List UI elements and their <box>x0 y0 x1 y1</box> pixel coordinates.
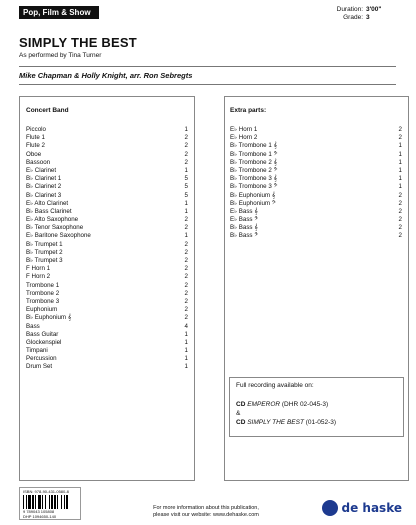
part-quantity: 2 <box>184 216 188 224</box>
part-row <box>230 200 402 208</box>
part-quantity: 5 <box>184 183 188 191</box>
part-quantity: 2 <box>398 232 402 240</box>
part-name: E♭ Horn 2 <box>230 134 258 142</box>
part-quantity: 1 <box>398 158 402 166</box>
part-quantity: 1 <box>184 199 188 207</box>
recording-line-2 <box>236 419 336 426</box>
part-row <box>26 183 188 191</box>
part-row <box>26 314 188 322</box>
concert-band-heading: Concert Band <box>26 107 69 114</box>
part-row <box>26 265 188 273</box>
part-name: F Horn 2 <box>26 273 51 281</box>
part-row <box>26 331 188 339</box>
part-row <box>26 355 188 363</box>
part-quantity: 2 <box>184 265 188 273</box>
divider <box>19 84 396 85</box>
duration-value: 3'00" <box>366 6 382 13</box>
part-name: B♭ Bass Clarinet <box>26 207 72 215</box>
part-row <box>26 208 188 216</box>
part-row <box>230 192 402 200</box>
grade-label: Grade: <box>343 14 363 21</box>
part-name: B♭ Trombone 1 𝄢 <box>230 150 278 158</box>
part-name: B♭ Trumpet 2 <box>26 248 63 256</box>
part-name: B♭ Trombone 2 𝄞 <box>230 158 278 166</box>
part-name: Flute 2 <box>26 142 45 150</box>
part-row <box>26 134 188 142</box>
footer-info <box>126 505 286 519</box>
part-quantity: 1 <box>184 363 188 371</box>
part-name: B♭ Euphonium 𝄞 <box>230 191 276 199</box>
recording-line-1 <box>236 401 328 408</box>
album-code: (01-052-3) <box>305 419 337 426</box>
part-name: B♭ Tenor Saxophone <box>26 224 84 232</box>
part-row <box>26 273 188 281</box>
part-row <box>26 192 188 200</box>
part-row <box>230 126 402 134</box>
footer-line-2: please visit our website: www.dehaske.com <box>153 512 259 518</box>
part-row <box>26 159 188 167</box>
part-row <box>26 232 188 240</box>
part-quantity: 2 <box>184 142 188 150</box>
part-name: Flute 1 <box>26 134 45 142</box>
grade-value: 3 <box>366 14 370 21</box>
part-row <box>230 167 402 175</box>
category-tab: Pop, Film & Show <box>19 6 99 19</box>
duration-grade-block <box>337 6 386 22</box>
part-row <box>26 282 188 290</box>
part-quantity: 2 <box>398 199 402 207</box>
part-name: B♭ Euphonium 𝄢 <box>230 199 276 207</box>
part-quantity: 2 <box>184 289 188 297</box>
part-quantity: 1 <box>398 183 402 191</box>
part-name: B♭ Trombone 1 𝄞 <box>230 142 278 150</box>
cd-label: CD <box>236 419 246 426</box>
part-row <box>230 175 402 183</box>
part-name: B♭ Trumpet 1 <box>26 240 63 248</box>
part-row <box>26 347 188 355</box>
part-quantity: 1 <box>184 126 188 133</box>
part-name: E♭ Bass 𝄢 <box>230 216 259 224</box>
part-name: B♭ Bass 𝄞 <box>230 224 258 232</box>
part-name: Percussion <box>26 355 57 363</box>
part-quantity: 1 <box>184 207 188 215</box>
part-name: Glockenspiel <box>26 338 62 346</box>
recording-ampersand: & <box>236 410 241 417</box>
part-name: Trombone 1 <box>26 281 60 289</box>
part-name: E♭ Bass 𝄞 <box>230 207 258 215</box>
part-row <box>230 183 402 191</box>
part-quantity: 2 <box>184 297 188 305</box>
concert-band-list <box>26 126 188 372</box>
part-quantity: 1 <box>184 166 188 174</box>
part-row <box>230 208 402 216</box>
part-name: E♭ Alto Clarinet <box>26 199 69 207</box>
part-quantity: 1 <box>184 338 188 346</box>
part-row <box>230 142 402 150</box>
part-name: Bass <box>26 322 40 330</box>
duration-label: Duration: <box>336 6 363 13</box>
part-name: E♭ Horn 1 <box>230 126 258 133</box>
extra-parts-list <box>230 126 402 241</box>
part-row <box>26 216 188 224</box>
album-title: EMPEROR <box>247 401 281 408</box>
part-quantity: 2 <box>184 273 188 281</box>
part-row <box>26 142 188 150</box>
part-row <box>230 232 402 240</box>
part-row <box>230 151 402 159</box>
part-name: F Horn 1 <box>26 265 51 273</box>
part-row <box>26 167 188 175</box>
part-quantity: 1 <box>398 150 402 158</box>
barcode-number: 9 789043 105808 <box>23 509 55 514</box>
part-row <box>230 159 402 167</box>
extra-parts-heading: Extra parts: <box>230 107 267 114</box>
part-name: Trombone 3 <box>26 297 60 305</box>
part-row <box>26 257 188 265</box>
page-title: SIMPLY THE BEST <box>19 35 137 50</box>
part-name: Timpani <box>26 347 48 355</box>
divider <box>19 66 396 67</box>
part-quantity: 5 <box>184 191 188 199</box>
part-quantity: 4 <box>184 322 188 330</box>
part-quantity: 1 <box>184 330 188 338</box>
part-name: B♭ Trombone 3 𝄢 <box>230 183 278 191</box>
part-name: B♭ Trombone 3 𝄞 <box>230 175 278 183</box>
part-row <box>26 200 188 208</box>
page-subtitle: As performed by Tina Turner <box>19 52 102 59</box>
part-row <box>26 363 188 371</box>
part-name: Bassoon <box>26 158 51 166</box>
part-quantity: 2 <box>398 216 402 224</box>
part-name: B♭ Clarinet 2 <box>26 183 62 191</box>
part-row <box>26 224 188 232</box>
part-quantity: 2 <box>184 306 188 314</box>
part-name: Euphonium <box>26 306 58 314</box>
footer-line-1: For more information about this publication, <box>153 505 259 511</box>
part-quantity: 2 <box>398 126 402 133</box>
part-quantity: 2 <box>184 314 188 322</box>
part-name: Piccolo <box>26 126 46 133</box>
cd-label: CD <box>236 401 246 408</box>
part-name: B♭ Clarinet 1 <box>26 175 62 183</box>
part-row <box>230 224 402 232</box>
part-quantity: 2 <box>184 257 188 264</box>
part-row <box>26 241 188 249</box>
part-row <box>26 298 188 306</box>
part-quantity: 2 <box>398 134 402 142</box>
logo-mark-icon <box>322 500 338 516</box>
album-title: SIMPLY THE BEST <box>247 419 304 426</box>
part-quantity: 2 <box>184 134 188 142</box>
part-quantity: 1 <box>398 142 402 150</box>
part-quantity: 2 <box>398 224 402 232</box>
publisher-logo <box>322 500 403 516</box>
part-quantity: 1 <box>184 355 188 363</box>
part-quantity: 2 <box>398 191 402 199</box>
part-row <box>26 151 188 159</box>
part-row <box>26 290 188 298</box>
part-row <box>26 339 188 347</box>
product-code: DHP 1094650-140 <box>23 514 57 519</box>
part-quantity: 1 <box>184 347 188 355</box>
part-name: E♭ Baritone Saxophone <box>26 232 91 240</box>
part-name: B♭ Bass 𝄢 <box>230 232 259 240</box>
part-name: B♭ Clarinet 3 <box>26 191 62 199</box>
part-quantity: 1 <box>184 232 188 240</box>
part-name: E♭ Clarinet <box>26 166 57 174</box>
part-row <box>26 323 188 331</box>
part-quantity: 2 <box>184 281 188 289</box>
logo-text: de haske <box>341 501 402 515</box>
isbn-text: ISBN: 978-90-431-0580-8 <box>23 489 69 494</box>
part-name: Bass Guitar <box>26 330 59 338</box>
recording-box <box>229 377 404 437</box>
part-row <box>26 249 188 257</box>
barcode-bars-icon <box>23 495 79 509</box>
recording-heading: Full recording available on: <box>236 382 314 389</box>
part-name: E♭ Alto Saxophone <box>26 216 79 224</box>
part-name: Trombone 2 <box>26 289 60 297</box>
part-name: Drum Set <box>26 363 53 371</box>
part-quantity: 5 <box>184 175 188 183</box>
barcode <box>19 487 81 520</box>
credits: Mike Chapman & Holly Knight, arr. Ron Sebregts <box>19 71 193 80</box>
part-name: B♭ Euphonium 𝄞 <box>26 314 72 322</box>
part-name: B♭ Trombone 2 𝄢 <box>230 166 278 174</box>
album-code: (DHR 02-045-3) <box>281 401 329 408</box>
part-name: Oboe <box>26 150 42 158</box>
part-quantity: 2 <box>184 158 188 166</box>
part-quantity: 2 <box>184 240 188 248</box>
part-row <box>26 126 188 134</box>
part-row <box>26 175 188 183</box>
part-quantity: 2 <box>184 224 188 232</box>
part-quantity: 2 <box>398 207 402 215</box>
part-name: B♭ Trumpet 3 <box>26 257 63 264</box>
part-quantity: 2 <box>184 248 188 256</box>
part-quantity: 1 <box>398 175 402 183</box>
part-quantity: 2 <box>184 150 188 158</box>
part-quantity: 1 <box>398 166 402 174</box>
